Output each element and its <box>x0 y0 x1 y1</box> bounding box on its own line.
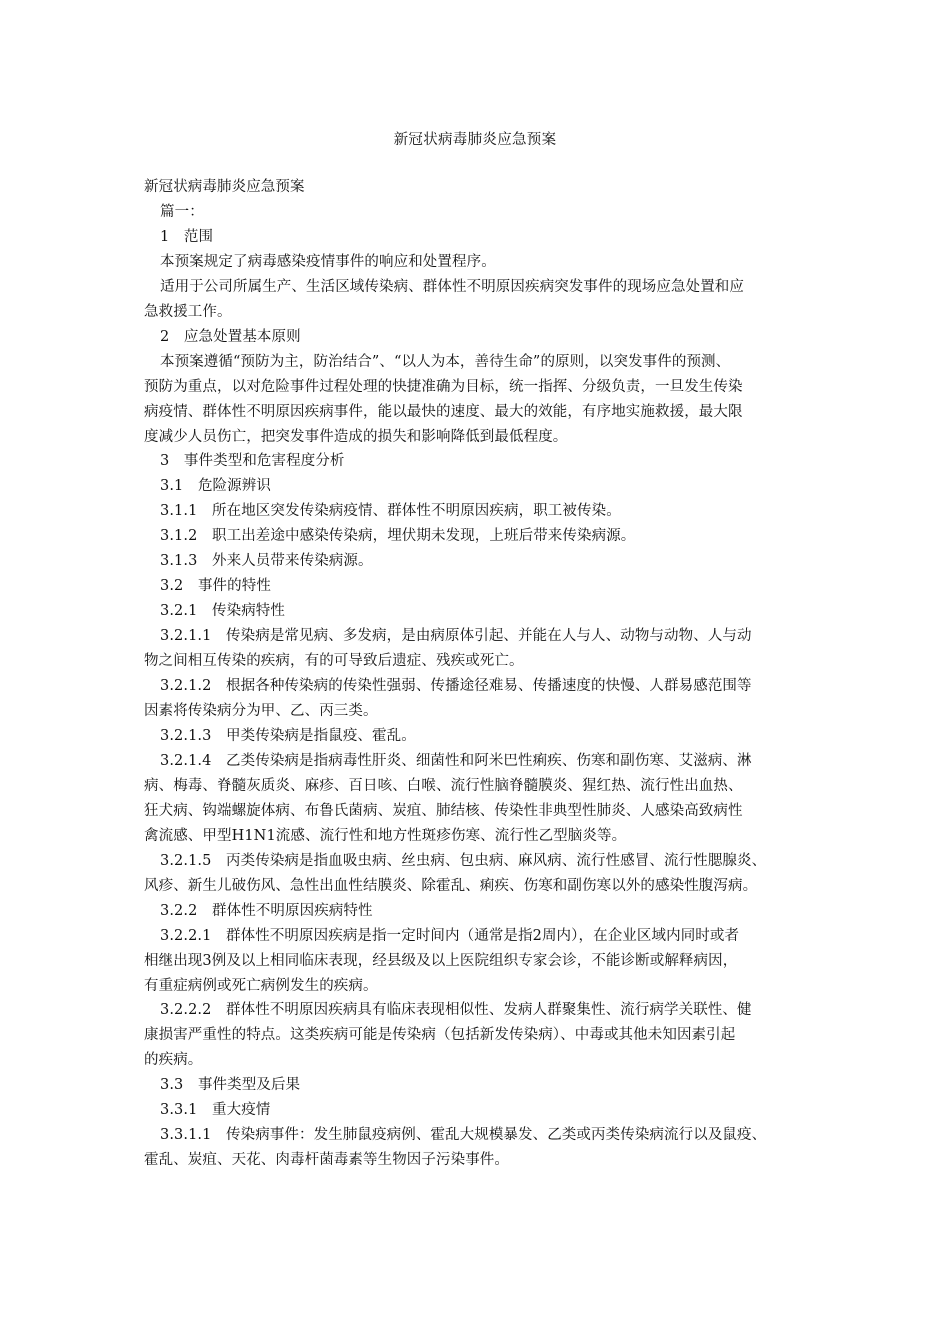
text-line: 霍乱、炭疽、天花、肉毒杆菌毒素等生物因子污染事件。 <box>144 1152 509 1169</box>
text-line: 3.1.2 职工出差途中感染传染病，埋伏期未发现，上班后带来传染病源。 <box>160 528 636 545</box>
text-line: 2 应急处置基本原则 <box>160 328 301 345</box>
text-line: 适用于公司所属生产、生活区域传染病、群体性不明原因疾病突发事件的现场应急处置和应 <box>160 278 744 295</box>
text-line: 3.1 危险源辨识 <box>160 478 271 495</box>
text-line: 3.2.1 传染病特性 <box>160 603 285 620</box>
text-line: 康损害严重性的特点。这类疾病可能是传染病（包括新发传染病）、中毒或其他未知因素引起 <box>144 1027 736 1044</box>
text-line: 风疹、新生儿破伤风、急性出血性结膜炎、除霍乱、痢疾、伤寒和副伤寒以外的感染性腹泻病。 <box>144 877 758 894</box>
text-line: 1 范围 <box>160 228 214 245</box>
text-line: 3.3.1.1 传染病事件：发生肺鼠疫病例、霍乱大规模暴发、乙类或丙类传染病流行以及鼠疫、 <box>160 1127 767 1144</box>
text-line: 新冠状病毒肺炎应急预案 <box>144 179 305 195</box>
text-line: 本预案规定了病毒感染疫情事件的响应和处置程序。 <box>160 253 496 270</box>
text-line: 物之间相互传染的疾病，有的可导致后遗症、残疾或死亡。 <box>144 653 524 670</box>
text-line: 篇一： <box>160 203 204 220</box>
text-line: 有重症病例或死亡病例发生的疾病。 <box>144 977 378 994</box>
text-line: 3.2.2 群体性不明原因疾病特性 <box>160 902 373 919</box>
text-line: 3.1.1 所在地区突发传染病疫情、群体性不明原因疾病，职工被传染。 <box>160 503 621 520</box>
text-line: 3.1.3 外来人员带来传染病源。 <box>160 553 373 570</box>
text-line: 3.3.1 重大疫情 <box>160 1102 271 1119</box>
document-title: 新冠状病毒肺炎应急预案 <box>393 132 557 148</box>
text-line: 3.2.1.4 乙类传染病是指病毒性肝炎、细菌性和阿米巴性痢疾、伤寒和副伤寒、艾滋病、淋 <box>160 752 752 769</box>
text-line: 3.2.1.5 丙类传染病是指血吸虫病、丝虫病、包虫病、麻风病、流行性感冒、流行性腮腺炎、 <box>160 852 767 869</box>
text-line: 3.2.1.1 传染病是常见病、多发病，是由病原体引起、并能在人与人、动物与动物、人与动 <box>160 628 752 645</box>
text-line: 3.2.1.2 根据各种传染病的传染性强弱、传播途径难易、传播速度的快慢、人群易感范围等 <box>160 678 752 695</box>
text-line: 3.2 事件的特性 <box>160 578 271 595</box>
text-line: 狂犬病、钩端螺旋体病、布鲁氏菌病、炭疽、肺结核、传染性非典型性肺炎、人感染高致病性 <box>144 802 743 819</box>
text-line: 3.3 事件类型及后果 <box>160 1077 301 1094</box>
text-line: 3.2.2.2 群体性不明原因疾病具有临床表现相似性、发病人群聚集性、流行病学关联性、健 <box>160 1002 752 1019</box>
text-line: 病、梅毒、脊髓灰质炎、麻疹、百日咳、白喉、流行性脑脊髓膜炎、猩红热、流行性出血热、 <box>144 777 743 794</box>
text-line: 因素将传染病分为甲、乙、丙三类。 <box>144 703 378 720</box>
text-line: 病疫情、群体性不明原因疾病事件，能以最快的速度、最大的效能，有序地实施救援，最大限 <box>144 403 743 420</box>
text-line: 本预案遵循“预防为主，防治结合”、“以人为本，善待生命”的原则，以突发事件的预测、 <box>160 353 731 370</box>
text-line: 3.2.2.1 群体性不明原因疾病是指一定时间内（通常是指2周内），在企业区域内同时或者 <box>160 927 740 944</box>
text-line: 相继出现3例及以上相同临床表现，经县级及以上医院组织专家会诊，不能诊断或解释病因， <box>144 952 738 969</box>
text-line: 的疾病。 <box>144 1052 203 1069</box>
text-line: 急救援工作。 <box>144 303 232 320</box>
text-line: 3 事件类型和危害程度分析 <box>160 453 345 470</box>
text-line: 预防为重点，以对危险事件过程处理的快捷准确为目标，统一指挥、分级负责，一旦发生传染 <box>144 378 743 395</box>
text-line: 度减少人员伤亡，把突发事件造成的损失和影响降低到最低程度。 <box>144 428 568 445</box>
text-line: 禽流感、甲型H1N1流感、流行性和地方性斑疹伤寒、流行性乙型脑炎等。 <box>144 827 627 844</box>
document-body <box>144 175 824 1173</box>
text-line: 3.2.1.3 甲类传染病是指鼠疫、霍乱。 <box>160 727 416 744</box>
